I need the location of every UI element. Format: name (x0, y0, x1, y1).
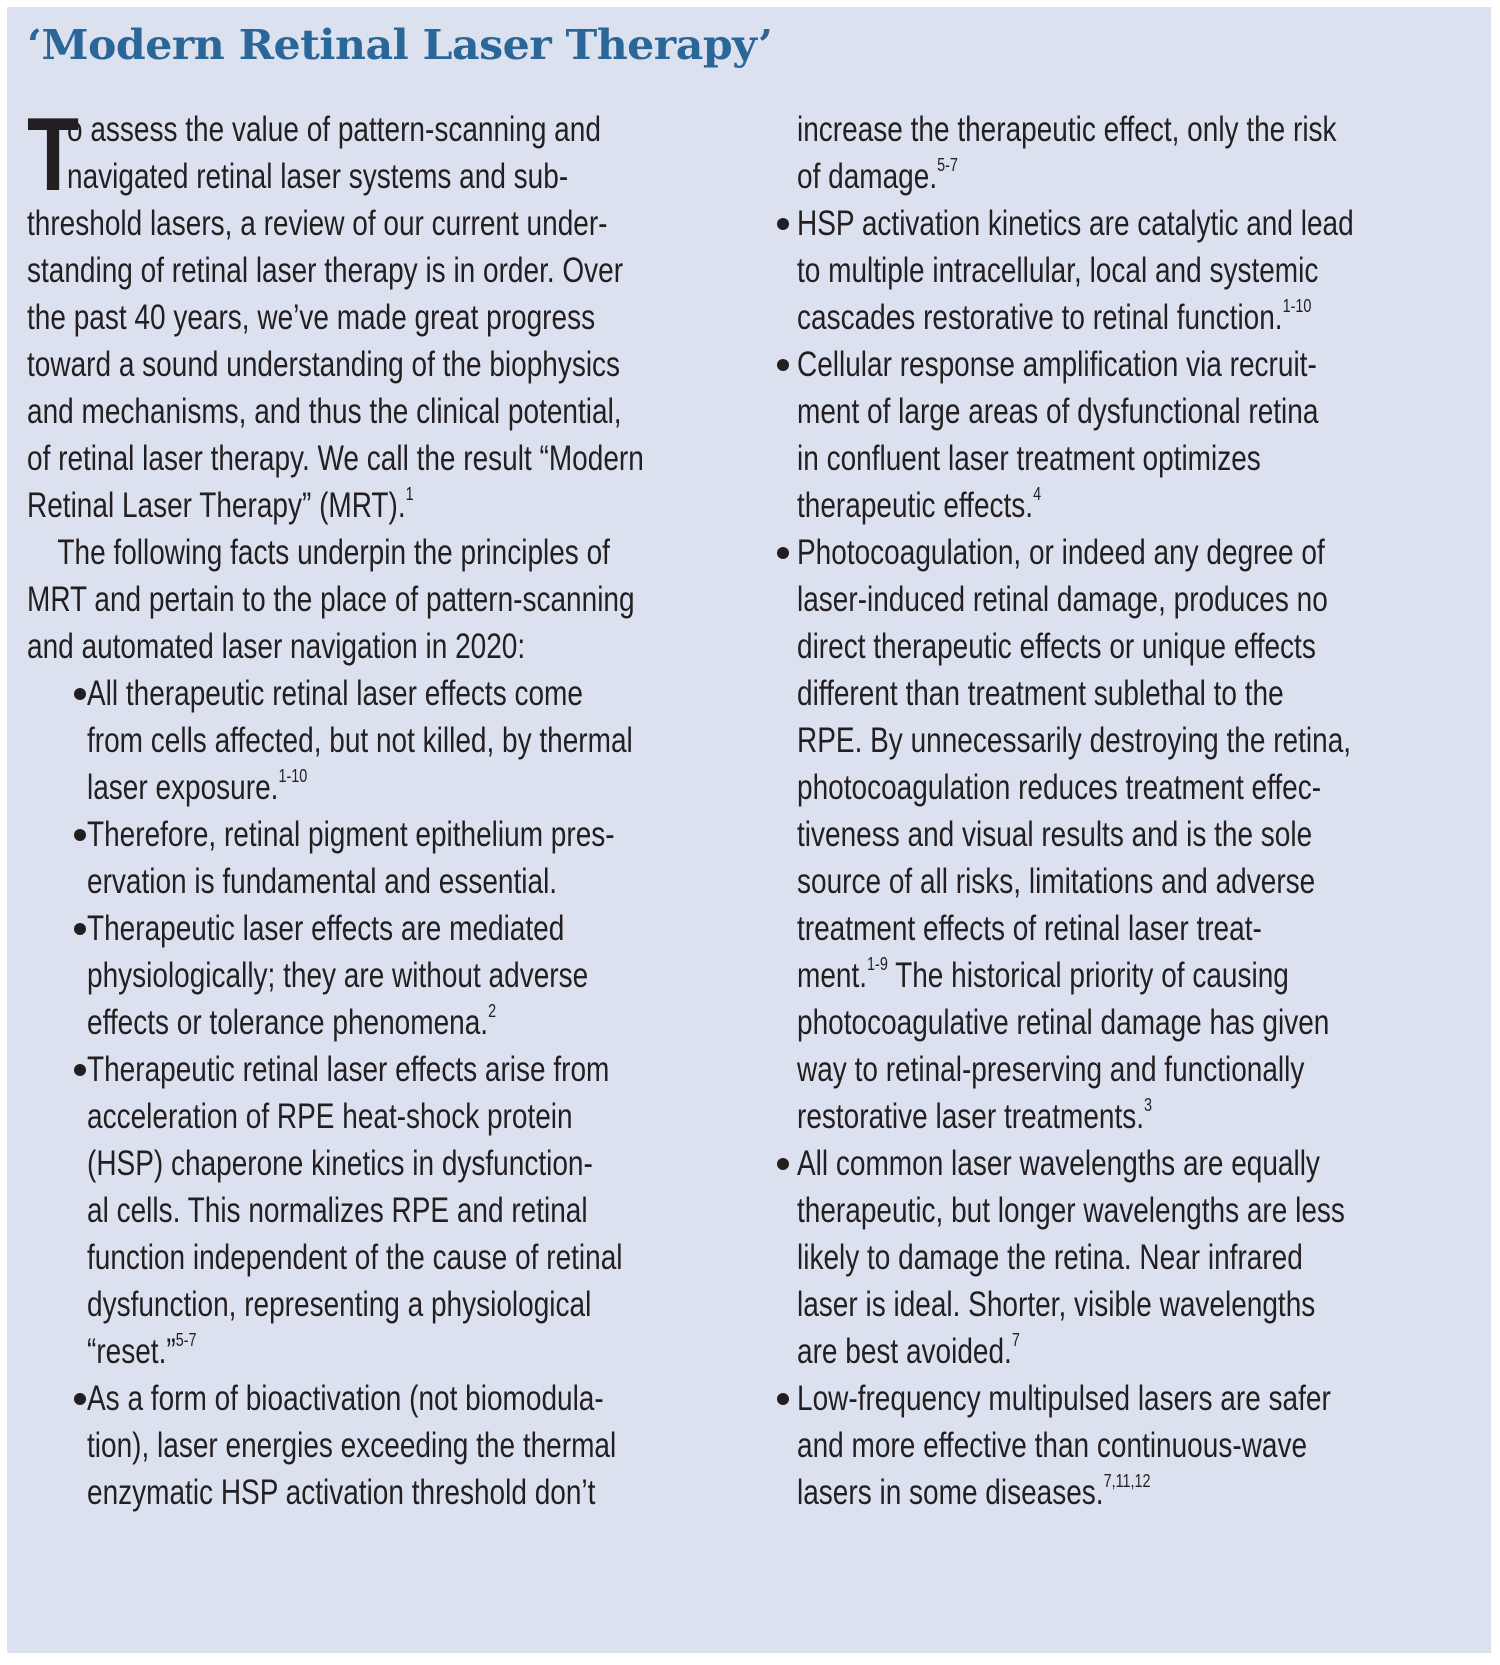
text-line: Therapeutic laser effects are mediated (87, 909, 565, 948)
bullet-icon (777, 547, 789, 559)
text-line (797, 294, 1357, 341)
text-line: navigated retinal laser systems and sub- (67, 157, 569, 196)
text-line: source of all risks, limitations and adverse (797, 862, 1316, 901)
bullet-item (797, 529, 1497, 1140)
text-line: As a form of bioactivation (not biomodula- (87, 1379, 604, 1418)
text-line: photocoagulation reduces treatment effec- (797, 768, 1322, 807)
text-line: likely to damage the retina. Near infrared (797, 1238, 1303, 1277)
reference-superscript: 2 (488, 1001, 497, 1022)
left-column (27, 97, 747, 1516)
reference-superscript: 5-7 (175, 1330, 197, 1351)
text-line: The following facts underpin the principles of (57, 533, 610, 572)
line-text: of damage. (797, 157, 938, 196)
text-line (27, 1328, 603, 1375)
text-line: and more effective than continuous-wave (797, 1426, 1308, 1465)
text-line (797, 1469, 1357, 1516)
text-line (797, 1328, 1357, 1375)
bullet-item (27, 1375, 747, 1516)
text-line: way to retinal-preserving and functionally (797, 1050, 1305, 1089)
drop-cap: T (27, 97, 80, 213)
reference-superscript: 3 (1144, 1095, 1153, 1116)
line-text: restorative laser treatments. (797, 1097, 1145, 1136)
intro-paragraph (27, 97, 747, 529)
text-line: Cellular response amplification via recruit- (797, 345, 1317, 384)
text-line: the past 40 years, we’ve made great progress (27, 298, 596, 337)
text-line: dysfunction, representing a physiological (87, 1285, 592, 1324)
text-line: threshold lasers, a review of our current under- (27, 204, 608, 243)
text-line: HSP activation kinetics are catalytic and lead (797, 204, 1354, 243)
text-line (27, 764, 603, 811)
reference-superscript: 1-10 (278, 766, 308, 787)
bullet-item (27, 670, 747, 811)
bullet-item (797, 200, 1497, 341)
text-line: direct therapeutic effects or unique effects (797, 627, 1316, 666)
bullet-icon (777, 359, 789, 371)
line-text: are best avoided. (797, 1332, 1012, 1371)
text-line: standing of retinal laser therapy is in order. Over (27, 251, 624, 290)
reference-superscript: 1-10 (1282, 296, 1312, 317)
line-text: The historical priority of causing (887, 956, 1289, 995)
text-line: and mechanisms, and thus the clinical potential, (27, 392, 622, 431)
bullet-icon (777, 1393, 789, 1405)
text-line: enzymatic HSP activation threshold don’t (87, 1473, 596, 1512)
reference-superscript: 1-9 (867, 954, 888, 975)
reference-superscript: 5-7 (937, 155, 958, 176)
bullet-item (27, 811, 747, 905)
line-text: “reset.” (87, 1332, 176, 1371)
text-line: from cells affected, but not killed, by thermal (87, 721, 633, 760)
text-line (797, 952, 1357, 999)
text-line: tiveness and visual results and is the sole (797, 815, 1313, 854)
text-line (797, 1093, 1357, 1140)
text-line: different than treatment sublethal to the (797, 674, 1284, 713)
text-line: MRT and pertain to the place of pattern-scanning (27, 580, 635, 619)
line-text: cascades restorative to retinal function. (797, 298, 1283, 337)
bullet-icon (777, 1158, 789, 1170)
text-line: photocoagulative retinal damage has given (797, 1003, 1330, 1042)
text-line: ervation is fundamental and essential. (87, 862, 558, 901)
text-line (27, 999, 603, 1046)
text-line (797, 153, 1357, 200)
bullet-item (797, 341, 1497, 529)
bullet-continuation (797, 106, 1497, 200)
line-text: Retinal Laser Therapy” (MRT). (27, 486, 406, 525)
text-line: laser is ideal. Shorter, visible wavelengths (797, 1285, 1316, 1324)
text-line: Low-frequency multipulsed lasers are safer (797, 1379, 1331, 1418)
text-line: Photocoagulation, or indeed any degree of (797, 533, 1325, 572)
bullet-item (27, 1046, 747, 1375)
text-line: (HSP) chaperone kinetics in dysfunction- (87, 1144, 593, 1183)
text-line: tion), laser energies exceeding the thermal (87, 1426, 617, 1465)
reference-superscript: 7,11,12 (1103, 1471, 1151, 1492)
bullet-icon (777, 218, 789, 230)
text-line: function independent of the cause of retinal (87, 1238, 623, 1277)
right-column (797, 106, 1497, 1516)
line-text: lasers in some diseases. (797, 1473, 1104, 1512)
bullet-item (27, 905, 747, 1046)
line-text: ment. (797, 956, 868, 995)
reference-superscript: 4 (1033, 484, 1042, 505)
second-paragraph (27, 529, 747, 670)
text-line: treatment effects of retinal laser treat- (797, 909, 1262, 948)
line-text: therapeutic effects. (797, 486, 1034, 525)
text-line: in confluent laser treatment optimizes (797, 439, 1261, 478)
text-line: laser-induced retinal damage, produces no (797, 580, 1328, 619)
text-line: ment of large areas of dysfunctional retina (797, 392, 1319, 431)
text-line: and automated laser navigation in 2020: (27, 627, 526, 666)
text-line: of retinal laser therapy. We call the result “Modern (27, 439, 644, 478)
bullet-item (797, 1140, 1497, 1375)
text-line: al cells. This normalizes RPE and retinal (87, 1191, 588, 1230)
bullet-item (797, 1375, 1497, 1516)
text-line: Therefore, retinal pigment epithelium pres- (87, 815, 615, 854)
text-line: physiologically; they are without adverse (87, 956, 589, 995)
text-line: Therapeutic retinal laser effects arise from (87, 1050, 610, 1089)
text-line (27, 482, 603, 529)
text-line: o assess the value of pattern-scanning and (67, 110, 601, 149)
text-line: therapeutic, but longer wavelengths are less (797, 1191, 1345, 1230)
reference-superscript: 7 (1011, 1330, 1020, 1351)
sidebar-box (7, 7, 1491, 1653)
line-text: laser exposure. (87, 768, 279, 807)
text-line: All therapeutic retinal laser effects come (87, 674, 583, 713)
text-line: to multiple intracellular, local and systemic (797, 251, 1319, 290)
text-line: All common laser wavelengths are equally (797, 1144, 1320, 1183)
text-line: toward a sound understanding of the biophysics (27, 345, 621, 384)
line-text: effects or tolerance phenomena. (87, 1003, 489, 1042)
text-line: acceleration of RPE heat-shock protein (87, 1097, 573, 1136)
reference-superscript: 1 (405, 484, 414, 505)
text-line: RPE. By unnecessarily destroying the retina, (797, 721, 1352, 760)
box-title: ‘Modern Retinal Laser Therapy’ (27, 21, 773, 69)
text-line: increase the therapeutic effect, only the risk (797, 110, 1337, 149)
text-line (797, 482, 1357, 529)
